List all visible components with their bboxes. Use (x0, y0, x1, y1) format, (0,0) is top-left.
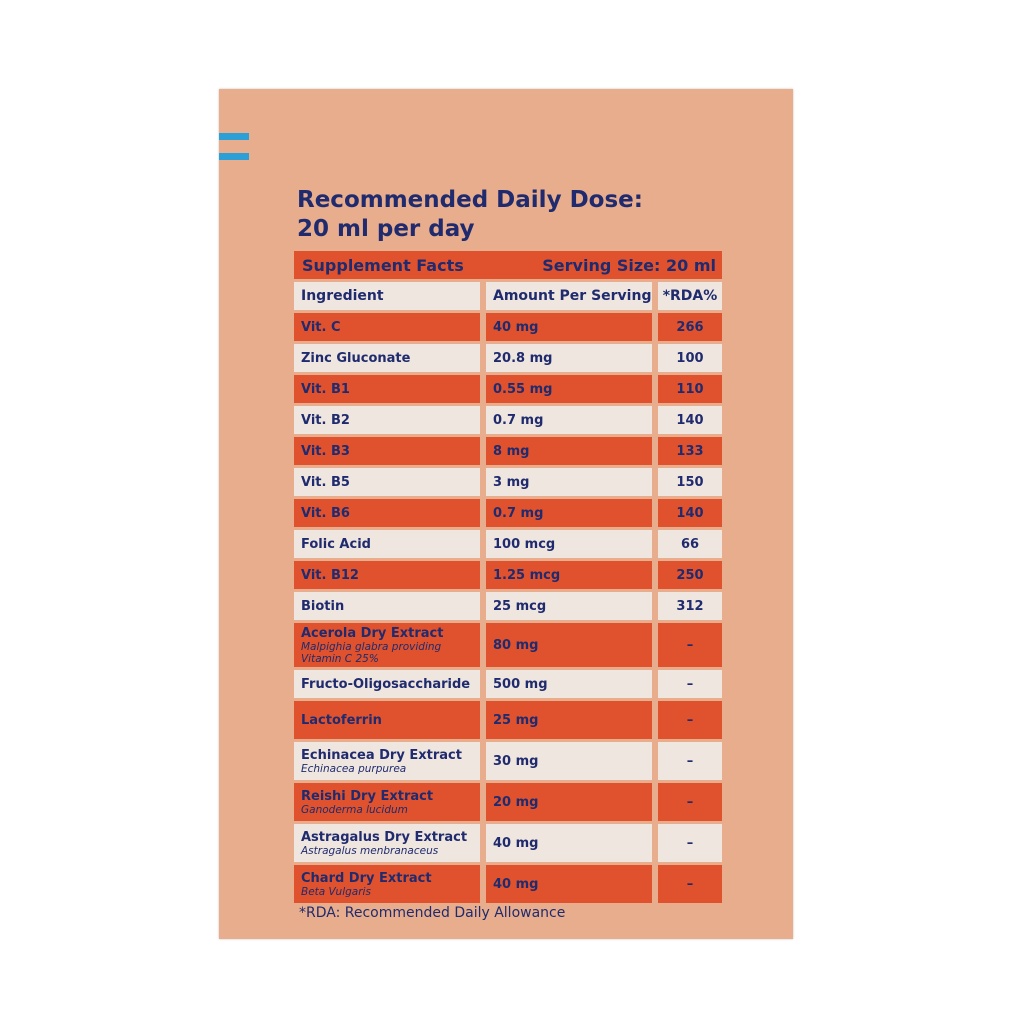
ingredient-name: Chard Dry Extract (301, 870, 432, 886)
ingredient-name: Reishi Dry Extract (301, 788, 434, 804)
amount-cell: 20 mg (486, 783, 652, 821)
ingredient-source: Echinacea purpurea (301, 762, 407, 775)
ingredient-name: Fructo-Oligosaccharide (301, 676, 471, 692)
ingredient-cell (294, 701, 480, 739)
ingredient-name: Vit. C (301, 319, 341, 335)
rda-cell: 110 (658, 375, 722, 403)
supplement-label-card (219, 89, 793, 939)
ingredient-cell (294, 592, 480, 620)
rda-cell: 66 (658, 530, 722, 558)
table-row (294, 623, 722, 667)
ingredient-name: Vit. B2 (301, 412, 350, 428)
rda-cell: – (658, 623, 722, 667)
rda-cell: – (658, 865, 722, 903)
ingredient-source-note: Vitamin C 25% (301, 652, 379, 665)
ingredient-name: Biotin (301, 598, 345, 614)
ingredient-source: Ganoderma lucidum (301, 803, 408, 816)
amount-cell: 0.7 mg (486, 406, 652, 434)
table-row (294, 592, 722, 620)
serving-size: Serving Size: 20 ml (542, 255, 716, 275)
dose-heading-line1: Recommended Daily Dose: (297, 187, 643, 213)
ingredient-name: Vit. B6 (301, 505, 350, 521)
amount-cell: 40 mg (486, 313, 652, 341)
table-row (294, 530, 722, 558)
supplement-facts-table (294, 251, 722, 906)
table-row (294, 701, 722, 739)
rda-cell: 250 (658, 561, 722, 589)
ingredient-cell (294, 499, 480, 527)
rda-cell: – (658, 824, 722, 862)
facts-bar (294, 251, 722, 279)
table-row (294, 468, 722, 496)
table-body (294, 313, 722, 903)
rda-cell: 133 (658, 437, 722, 465)
ingredient-cell (294, 561, 480, 589)
ingredient-cell (294, 344, 480, 372)
ingredient-name: Vit. B1 (301, 381, 350, 397)
rda-cell: 312 (658, 592, 722, 620)
table-row (294, 561, 722, 589)
ingredient-cell (294, 437, 480, 465)
amount-cell: 500 mg (486, 670, 652, 698)
rda-cell: 266 (658, 313, 722, 341)
ingredient-name: Vit. B12 (301, 567, 359, 583)
ingredient-name: Echinacea Dry Extract (301, 747, 462, 763)
amount-cell: 30 mg (486, 742, 652, 780)
ingredient-cell (294, 406, 480, 434)
blue-stripe-bottom (219, 153, 249, 160)
table-header-row (294, 282, 722, 310)
ingredient-cell (294, 530, 480, 558)
table-row (294, 670, 722, 698)
table-row (294, 406, 722, 434)
ingredient-source: Malpighia glabra providing (301, 640, 442, 653)
rda-cell: – (658, 783, 722, 821)
col-ingredient: Ingredient (294, 282, 480, 310)
table-row (294, 437, 722, 465)
table-row (294, 375, 722, 403)
rda-cell: – (658, 701, 722, 739)
ingredient-cell (294, 865, 480, 903)
rda-cell: 100 (658, 344, 722, 372)
rda-cell: 140 (658, 406, 722, 434)
table-row (294, 313, 722, 341)
ingredient-name: Zinc Gluconate (301, 350, 411, 366)
table-row (294, 742, 722, 780)
table-row (294, 783, 722, 821)
ingredient-source: Beta Vulgaris (301, 885, 371, 898)
ingredient-cell (294, 623, 480, 667)
amount-cell: 20.8 mg (486, 344, 652, 372)
ingredient-source: Astragalus menbranaceus (301, 844, 439, 857)
table-row (294, 344, 722, 372)
amount-cell: 25 mcg (486, 592, 652, 620)
col-rda: *RDA% (658, 282, 722, 310)
blue-stripe-top (219, 133, 249, 140)
rda-cell: – (658, 670, 722, 698)
ingredient-name: Lactoferrin (301, 712, 382, 728)
amount-cell: 100 mcg (486, 530, 652, 558)
footnote: *RDA: Recommended Daily Allowance (299, 905, 566, 921)
ingredient-name: Acerola Dry Extract (301, 625, 444, 641)
amount-cell: 8 mg (486, 437, 652, 465)
ingredient-cell (294, 742, 480, 780)
amount-cell: 80 mg (486, 623, 652, 667)
ingredient-cell (294, 375, 480, 403)
amount-cell: 3 mg (486, 468, 652, 496)
amount-cell: 40 mg (486, 865, 652, 903)
ingredient-cell (294, 468, 480, 496)
ingredient-cell (294, 313, 480, 341)
ingredient-cell (294, 783, 480, 821)
dose-heading (297, 186, 643, 244)
rda-cell: 140 (658, 499, 722, 527)
rda-cell: – (658, 742, 722, 780)
rda-cell: 150 (658, 468, 722, 496)
amount-cell: 40 mg (486, 824, 652, 862)
table-row (294, 824, 722, 862)
facts-title: Supplement Facts (302, 255, 464, 275)
dose-heading-line2: 20 ml per day (297, 216, 475, 242)
ingredient-name: Vit. B3 (301, 443, 350, 459)
table-row (294, 499, 722, 527)
ingredient-name: Folic Acid (301, 536, 371, 552)
ingredient-name: Vit. B5 (301, 474, 350, 490)
amount-cell: 0.7 mg (486, 499, 652, 527)
ingredient-name: Astragalus Dry Extract (301, 829, 468, 845)
amount-cell: 25 mg (486, 701, 652, 739)
ingredient-cell (294, 670, 480, 698)
amount-cell: 1.25 mcg (486, 561, 652, 589)
ingredient-cell (294, 824, 480, 862)
table-row (294, 865, 722, 903)
col-amount: Amount Per Serving (486, 282, 652, 310)
amount-cell: 0.55 mg (486, 375, 652, 403)
